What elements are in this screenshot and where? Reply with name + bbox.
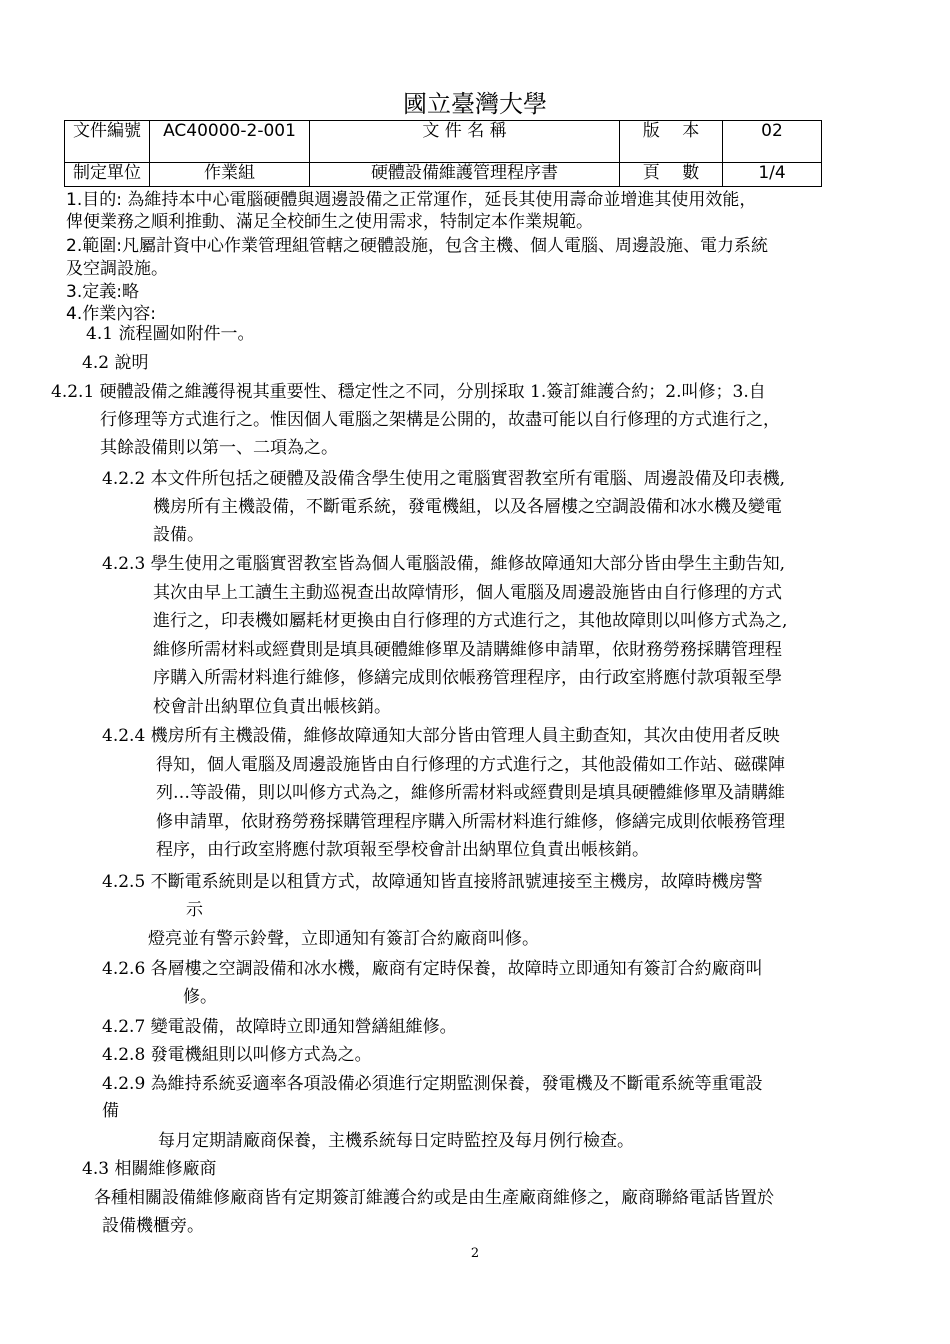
section-4-3: 4.3 相關維修廠商 bbox=[82, 1159, 217, 1179]
para-4-2-2-line-2: 機房所有主機設備，不斷電系統，發電機組，以及各層樓之空調設備和冰水機及變電 bbox=[153, 497, 782, 517]
para-4-2-5-line-3: 燈亮並有警示鈴聲，立即通知有簽訂合約廠商叫修。 bbox=[148, 929, 539, 949]
page-count-value: 1/4 bbox=[723, 163, 822, 187]
doc-number-value: AC40000-2-001 bbox=[150, 121, 310, 163]
para-4-3-line-2: 設備機櫃旁。 bbox=[102, 1216, 204, 1236]
para-4-2-3-line-5: 序購入所需材料進行維修，修繕完成則依帳務管理程序，由行政室將應付款項報至學 bbox=[153, 668, 782, 688]
para-4-2-4-line-5: 程序，由行政室將應付款項報至學校會計出納單位負責出帳核銷。 bbox=[156, 840, 649, 860]
purpose-line-1: 1.目的: 為維持本中心電腦硬體與週邊設備之正常運作，延長其使用壽命並增進其使用效能， bbox=[66, 190, 757, 210]
version-value: 02 bbox=[723, 121, 822, 163]
para-4-2-2-line-3: 設備。 bbox=[153, 525, 204, 545]
para-4-2-3-line-1: 4.2.3 學生使用之電腦實習教室皆為個人電腦設備，維修故障通知大部分皆由學生主動告知, bbox=[102, 554, 786, 574]
scope-line-2: 及空調設施。 bbox=[66, 259, 168, 279]
scope-line-1: 2.範圍:凡屬計資中心作業管理組管轄之硬體設施，包含主機、個人電腦、周邊設施、電力系統 bbox=[66, 236, 768, 256]
doc-number-label: 文件編號 bbox=[65, 121, 150, 163]
para-4-2-2-line-1: 4.2.2 本文件所包括之硬體及設備含學生使用之電腦實習教室所有電腦、周邊設備及印表機, bbox=[102, 469, 786, 489]
doc-name-label: 文 件 名 稱 bbox=[310, 121, 620, 163]
document-header-table bbox=[64, 120, 822, 187]
page-number: 2 bbox=[470, 1246, 480, 1261]
para-4-2-1-line-3: 其餘設備則以第一、二項為之。 bbox=[100, 438, 338, 458]
para-4-2-9-line-3: 每月定期請廠商保養，主機系統每日定時監控及每月例行檢查。 bbox=[158, 1131, 634, 1151]
para-4-3-line-1: 各種相關設備維修廠商皆有定期簽訂維護合約或是由生產廠商維修之，廠商聯絡電話皆置於 bbox=[94, 1188, 774, 1208]
para-4-2-4-line-3: 列…等設備，則以叫修方式為之，維修所需材料或經費則是填具硬體維修單及請購維 bbox=[156, 783, 785, 803]
doc-name-value: 硬體設備維護管理程序書 bbox=[310, 163, 620, 187]
para-4-2-1-line-2: 行修理等方式進行之。惟因個人電腦之架構是公開的，故盡可能以自行修理的方式進行之， bbox=[100, 410, 780, 430]
unit-label: 制定單位 bbox=[65, 163, 150, 187]
version-label: 版 本 bbox=[620, 121, 723, 163]
para-4-2-3-line-2: 其次由早上工讀生主動巡視查出故障情形，個人電腦及周邊設施皆由自行修理的方式 bbox=[153, 583, 782, 603]
para-4-2-7: 4.2.7 變電設備，故障時立即通知營繕組維修。 bbox=[102, 1017, 457, 1037]
para-4-2-3-line-4: 維修所需材料或經費則是填具硬體維修單及請購維修申請單，依財務勞務採購管理程 bbox=[153, 640, 782, 660]
para-4-2-5-line-2: 示 bbox=[186, 900, 203, 920]
para-4-2-1-line-1: 4.2.1 硬體設備之維護得視其重要性、穩定性之不同，分別採取 1.簽訂維護合約；2.叫修；3.自 bbox=[51, 382, 766, 402]
para-4-2-3-line-3: 進行之，印表機如屬耗材更換由自行修理的方式進行之，其他故障則以叫修方式為之, bbox=[153, 611, 788, 631]
para-4-2-6-line-2: 修。 bbox=[183, 987, 217, 1007]
para-4-2-3-line-6: 校會計出納單位負責出帳核銷。 bbox=[153, 697, 391, 717]
institution-title: 國立臺灣大學 bbox=[403, 90, 547, 118]
section-4-1: 4.1 流程圖如附件一。 bbox=[86, 324, 255, 344]
para-4-2-5-line-1: 4.2.5 不斷電系統則是以租賃方式，故障通知皆直接將訊號連接至主機房，故障時機房警 bbox=[102, 872, 763, 892]
para-4-2-4-line-4: 修申請單，依財務勞務採購管理程序購入所需材料進行維修，修繕完成則依帳務管理 bbox=[156, 812, 785, 832]
section-4-2: 4.2 說明 bbox=[82, 353, 149, 373]
para-4-2-4-line-2: 得知，個人電腦及周邊設施皆由自行修理的方式進行之，其他設備如工作站、磁碟陣 bbox=[156, 755, 785, 775]
page-count-label: 頁 數 bbox=[620, 163, 723, 187]
para-4-2-9-line-1: 4.2.9 為維持系統妥適率各項設備必須進行定期監測保養，發電機及不斷電系統等重電設 bbox=[102, 1074, 763, 1094]
unit-value: 作業組 bbox=[150, 163, 310, 187]
para-4-2-4-line-1: 4.2.4 機房所有主機設備，維修故障通知大部分皆由管理人員主動查知，其次由使用者反映 bbox=[102, 726, 780, 746]
para-4-2-8: 4.2.8 發電機組則以叫修方式為之。 bbox=[102, 1045, 372, 1065]
purpose-line-2: 俾便業務之順利推動、滿足全校師生之使用需求，特制定本作業規範。 bbox=[66, 212, 593, 232]
para-4-2-9-line-2: 備 bbox=[102, 1101, 119, 1121]
definition-line: 3.定義:略 bbox=[66, 282, 139, 302]
operation-heading: 4.作業內容: bbox=[66, 304, 156, 324]
para-4-2-6-line-1: 4.2.6 各層樓之空調設備和冰水機，廠商有定時保養，故障時立即通知有簽訂合約廠商叫 bbox=[102, 959, 763, 979]
